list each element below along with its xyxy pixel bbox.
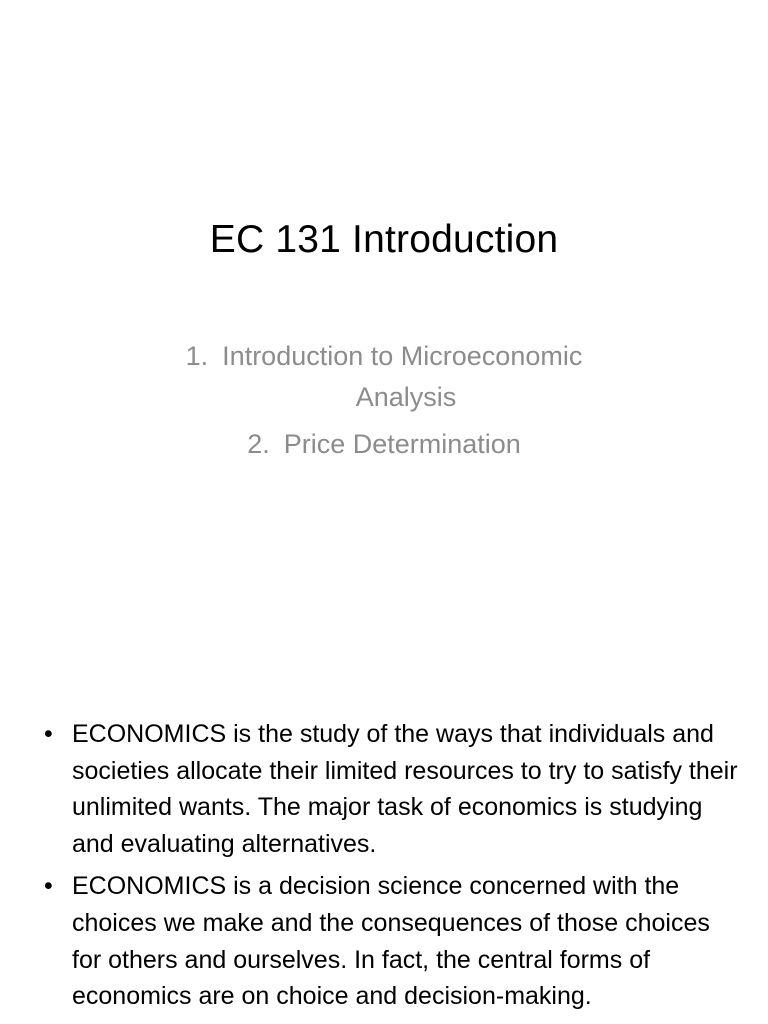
subtitle-item-1 [0,336,768,377]
subtitle-item-1-continuation: Analysis [355,382,457,412]
bullet-text: ECONOMICS is a decision science concerned with the choices we make and the consequences of those choices for others and ourselves. In fact, the central forms of economics are on choice and decision-making. [72,872,710,1011]
bullet-icon: • [44,872,53,901]
subtitle-item-number: 1. [185,341,209,371]
subtitle-item-text: Price Determination [283,429,521,459]
bullet-item [42,716,742,862]
bullet-item [42,868,742,1014]
bullet-icon: • [44,720,53,748]
subtitle-list [0,336,768,465]
bullet-text: ECONOMICS is the study of the ways that individuals and societies allocate their limited resources to try to satisfy their unlimited wants. The major task of economics is studying and evaluating alternatives. [72,720,738,858]
subtitle-item-2 [0,424,768,465]
subtitle-item-number: 2. [247,429,270,459]
subtitle-item-text: Introduction to Microeconomic [222,341,583,371]
bullet-list [42,716,742,1021]
slide-title: EC 131 Introduction [209,218,559,261]
